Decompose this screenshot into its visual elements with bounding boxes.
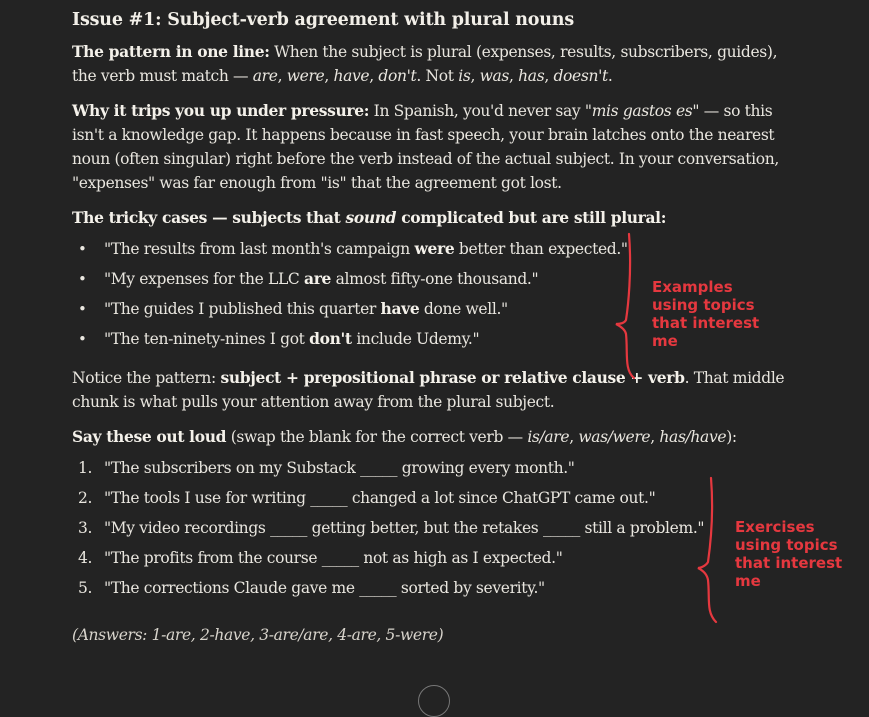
examples-bracket-icon xyxy=(612,232,642,382)
item-number: 1. xyxy=(78,459,93,477)
example-text: "My expenses for the LLC xyxy=(104,270,305,288)
sep: , xyxy=(650,428,660,446)
example-verb: were xyxy=(414,239,455,258)
tricky-text: The tricky cases — subjects that xyxy=(72,208,346,227)
example-text: "The results from last month's campaign xyxy=(104,240,415,258)
item-number: 4. xyxy=(78,549,93,567)
option-is-are: is/are xyxy=(527,428,570,446)
list-item xyxy=(72,573,792,603)
example-verb: have xyxy=(380,299,420,318)
sep: , xyxy=(544,67,554,85)
item-number: 3. xyxy=(78,519,93,537)
exercise-text: "The subscribers on my Substack _____ growing every month." xyxy=(104,459,575,477)
list-item xyxy=(72,453,792,483)
why-text: In Spanish, you'd never say xyxy=(369,102,585,120)
why-text-2: — so this isn't a knowledge gap. It happens because in fast speech, your brain latches onto the nearest noun (often singular) right before the verb instead of the actual subject. In your conversation, "expenses" was far enough from "is" that the agreement got lost. xyxy=(72,102,779,192)
exercises-list xyxy=(72,453,792,603)
notice-pattern: subject + prepositional phrase or relative clause + verb xyxy=(220,368,685,387)
tricky-text-2: complicated but are still plural: xyxy=(396,208,667,227)
example-verb: don't xyxy=(309,329,352,348)
exercise-text: "The profits from the course _____ not as high as I expected." xyxy=(104,549,563,567)
item-number: 5. xyxy=(78,579,93,597)
say-label: Say these out loud xyxy=(72,427,227,446)
option-was-were: was/were xyxy=(578,428,651,446)
sep: , xyxy=(369,67,379,85)
tricky-heading xyxy=(72,206,792,230)
sep: , xyxy=(277,67,287,85)
exercises-annotation: Exercises using topics that interest me xyxy=(735,518,843,590)
example-text: better than expected." xyxy=(454,240,628,258)
example-text: "The guides I published this quarter xyxy=(104,300,381,318)
sep: , xyxy=(569,428,579,446)
period: . xyxy=(607,67,613,85)
sep: , xyxy=(509,67,519,85)
example-text: include Udemy." xyxy=(351,330,480,348)
option-has-have: has/have xyxy=(659,428,727,446)
exercises-bracket-icon xyxy=(696,476,726,626)
verb-was: was xyxy=(479,67,510,85)
example-verb: are xyxy=(304,269,332,288)
examples-annotation: Examples using topics that interest me xyxy=(652,278,760,350)
say-end: ): xyxy=(726,428,737,446)
why-label: Why it trips you up under pressure: xyxy=(72,101,370,120)
say-paragraph xyxy=(72,425,792,449)
item-number: 2. xyxy=(78,489,93,507)
pattern-text: When the subject is plural (expenses, results, subscribers, guides), the verb must match — xyxy=(72,43,778,85)
answers-line: (Answers: 1-are, 2-have, 3-are/are, 4-are, 5-were) xyxy=(72,626,444,644)
pattern-label: The pattern in one line: xyxy=(72,42,270,61)
verb-is: is xyxy=(458,67,471,85)
spanish-quote: "mis gastos es" xyxy=(584,102,700,120)
sep: , xyxy=(324,67,334,85)
notice-text-2: . That middle chunk is what pulls your attention away from the plural subject. xyxy=(72,369,785,411)
exercise-text: "The tools I use for writing _____ changed a lot since ChatGPT came out." xyxy=(104,489,656,507)
exercise-text: "The corrections Claude gave me _____ sorted by severity." xyxy=(104,579,545,597)
verb-were: were xyxy=(286,67,325,85)
example-text: "The ten-ninety-nines I got xyxy=(104,330,310,348)
say-text: (swap the blank for the correct verb — xyxy=(226,428,528,446)
verb-are: are xyxy=(252,67,278,85)
exercise-text: "My video recordings _____ getting better, but the retakes _____ still a problem." xyxy=(104,519,705,537)
list-item xyxy=(72,543,792,573)
list-item xyxy=(72,513,792,543)
notice-paragraph xyxy=(72,366,792,414)
verb-have: have xyxy=(333,67,370,85)
tricky-emphasis: sound xyxy=(345,208,397,227)
example-text: done well." xyxy=(419,300,508,318)
pattern-text-2: . Not xyxy=(416,67,459,85)
verb-doesnt: doesn't xyxy=(553,67,608,85)
why-paragraph xyxy=(72,99,792,195)
pattern-paragraph xyxy=(72,40,792,88)
list-item xyxy=(72,483,792,513)
verb-dont: don't xyxy=(378,67,417,85)
sep: , xyxy=(470,67,480,85)
verb-has: has xyxy=(518,67,545,85)
list-item xyxy=(72,234,792,264)
notice-text: Notice the pattern: xyxy=(72,369,221,387)
example-text: almost fifty-one thousand." xyxy=(331,270,539,288)
issue-heading: Issue #1: Subject-verb agreement with plural nouns xyxy=(72,10,574,30)
